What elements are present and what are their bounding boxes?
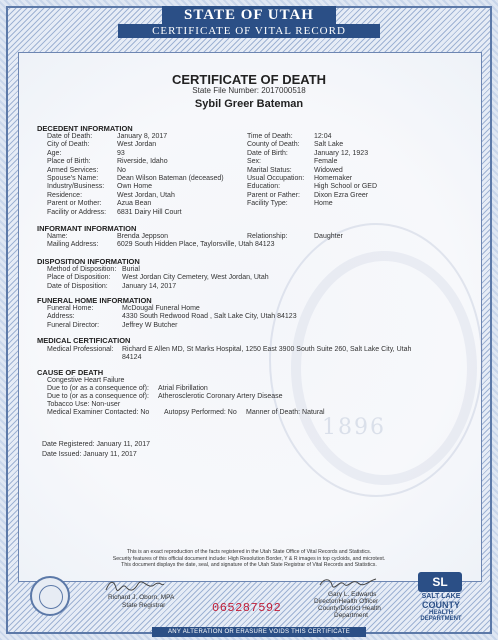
decedent-field-label: Armed Services: — [47, 166, 99, 174]
alteration-warning: ANY ALTERATION OR ERASURE VOIDS THIS CERTIFICATE — [152, 627, 366, 637]
mailing-address-label: Mailing Address: — [47, 241, 99, 248]
decedent-field-value: West Jordan, Utah — [117, 191, 175, 199]
decedent-field-value: Dean Wilson Bateman (deceased) — [117, 175, 224, 182]
decedent-field-label: Marital Status: — [247, 166, 292, 174]
decedent-field-value: January 8, 2017 — [117, 133, 168, 140]
reproduction-note — [60, 549, 438, 569]
medical-professional-label: Medical Professional: — [47, 346, 114, 353]
cause-due-to-1-label: Due to (or as a consequence of): — [47, 385, 149, 392]
state-seal-icon — [30, 576, 70, 616]
funeral-field-label: Funeral Director: — [47, 321, 100, 329]
relationship-label: Relationship: — [247, 233, 288, 240]
decedent-field-value: Widowed — [314, 166, 343, 174]
decedent-field-label: Place of Birth: — [47, 158, 91, 166]
funeral-field-label: Address: — [47, 313, 75, 321]
cause-heading: CAUSE OF DEATH — [37, 368, 104, 377]
tobacco-use: Tobacco Use: Non-user — [47, 401, 121, 408]
decedent-field-label: Usual Occupation: — [247, 175, 305, 182]
decedent-field-label: Parent or Mother: — [47, 200, 102, 208]
signature-scrawl-left — [104, 578, 166, 594]
decedent-field-label: Parent or Father: — [247, 191, 300, 199]
disposition-field-value: January 14, 2017 — [122, 282, 177, 290]
decedent-field-label: County of Death: — [247, 141, 300, 149]
autopsy-performed: Autopsy Performed: No — [164, 409, 237, 416]
decedent-field-value: Home — [314, 200, 333, 208]
watermark-seal-inner — [291, 251, 477, 485]
state-file-number: State File Number: 2017000518 — [192, 86, 306, 95]
date-registered: Date Registered: January 11, 2017 — [42, 441, 151, 448]
certificate-type-banner: CERTIFICATE OF VITAL RECORD — [118, 24, 380, 38]
state-registrar-name: Richard J. Oborn, MPA — [108, 594, 175, 601]
slc-logo-mark: SL — [418, 572, 462, 592]
health-officer-title-1: Director/Health Officer — [314, 598, 379, 605]
decedent-field-value: No — [117, 166, 126, 174]
certificate-number: 065287592 — [212, 601, 282, 615]
medical-professional-zip: 84124 — [122, 354, 142, 361]
slc-logo-line2: COUNTY — [422, 600, 460, 610]
reproduction-note-line3: This document displays the date, seal, and signature of the Utah State Registrar of Vital Records and Statistics. — [121, 562, 377, 568]
mailing-address: 6029 South Hidden Place, Taylorsville, Utah 84123 — [117, 241, 275, 248]
medical-professional-value: Richard E Allen MD, St Marks Hospital, 1250 East 3900 South Suite 260, Salt Lake City, Utah — [122, 346, 412, 353]
state-registrar-title: State Registrar — [122, 602, 166, 609]
informant-name-label: Name: — [47, 233, 68, 240]
decedent-field-label: Age: — [47, 149, 62, 157]
health-officer-name: Gary L. Edwards — [328, 591, 377, 598]
slc-logo-line3: HEALTH — [429, 610, 453, 616]
funeral-field-value: 4330 South Redwood Road , Salt Lake City, Utah 84123 — [122, 313, 297, 321]
decedent-field-label: Facility Type: — [247, 200, 288, 208]
disposition-field-label: Place of Disposition: — [47, 274, 111, 282]
relationship-value: Daughter — [314, 233, 343, 240]
decedent-field-value: January 12, 1923 — [314, 149, 369, 157]
decedent-name: Sybil Greer Bateman — [194, 98, 304, 110]
decedent-field-value: Riverside, Idaho — [117, 158, 168, 166]
disposition-field-value: Burial — [122, 266, 140, 273]
funeral-field-label: Funeral Home: — [47, 305, 94, 312]
decedent-field-value: Homemaker — [314, 175, 353, 182]
decedent-field-label: Date of Death: — [47, 133, 93, 140]
decedent-field-value: Azua Bean — [117, 200, 152, 208]
decedent-field-value: 6831 Dairy Hill Court — [117, 208, 182, 216]
decedent-field-value: Female — [314, 158, 338, 166]
reproduction-note-line2: Security features of this official document include: High Resolution Border, Y & R images in top cycloids, and microtext. — [112, 555, 386, 562]
page-title: CERTIFICATE OF DEATH — [171, 72, 327, 87]
manner-of-death: Manner of Death: Natural — [246, 409, 325, 416]
decedent-field-value: Salt Lake — [314, 141, 344, 149]
decedent-field-label: Education: — [247, 183, 281, 191]
disposition-field-value: West Jordan City Cemetery, West Jordan, Utah — [122, 274, 269, 282]
health-officer-title-2: County/District Health — [318, 605, 381, 612]
cause-due-to-2-label: Due to (or as a consequence of): — [47, 393, 149, 400]
informant-heading: INFORMANT INFORMATION — [37, 224, 137, 233]
cause-due-to-2-value: Atherosclerotic Coronary Artery Disease — [158, 393, 283, 400]
decedent-field-value: 93 — [117, 149, 125, 157]
signature-scrawl-right — [318, 575, 378, 591]
state-banner: STATE OF UTAH — [162, 6, 336, 24]
informant-name: Brenda Jeppson — [117, 233, 168, 240]
funeral-field-value: Jeffrey W Butcher — [122, 321, 178, 329]
decedent-field-label: Date of Birth: — [247, 149, 288, 157]
decedent-field-label: Residence: — [47, 191, 83, 199]
reproduction-note-line1: This is an exact reproduction of the facts registered in the Utah State Office of Vital Records and Statistics. — [126, 549, 372, 555]
cause-immediate: Congestive Heart Failure — [47, 377, 125, 384]
decedent-field-label: Spouse's Name: — [47, 175, 99, 182]
decedent-field-label: Industry/Business: — [47, 183, 105, 191]
decedent-field-value: Own Home — [117, 183, 153, 191]
funeral-heading: FUNERAL HOME INFORMATION — [37, 296, 152, 305]
decedent-field-label: City of Death: — [47, 141, 90, 149]
decedent-field-value: West Jordan — [117, 141, 157, 149]
slc-logo-line4: DEPARTMENT — [420, 616, 462, 622]
watermark-seal-year: 1896 — [322, 415, 386, 440]
salt-lake-county-logo — [408, 572, 474, 624]
disposition-field-label: Method of Disposition: — [47, 266, 117, 273]
decedent-field-label: Time of Death: — [247, 133, 293, 140]
medical-heading: MEDICAL CERTIFICATION — [37, 336, 131, 345]
funeral-field-value: McDougal Funeral Home — [122, 305, 200, 312]
decedent-field-value: 12:04 — [314, 133, 332, 140]
health-officer-title-3: Department — [334, 612, 368, 619]
medical-examiner-contacted: Medical Examiner Contacted: No — [47, 409, 150, 416]
decedent-field-value: High School or GED — [314, 183, 378, 191]
decedent-field-value: Dixon Ezra Greer — [314, 191, 369, 199]
slc-logo-line1: SALT LAKE — [421, 593, 461, 600]
disposition-heading: DISPOSITION INFORMATION — [37, 257, 140, 266]
decedent-heading: DECEDENT INFORMATION — [37, 124, 133, 133]
decedent-field-label: Sex: — [247, 158, 262, 166]
decedent-field-label: Facility or Address: — [47, 208, 107, 216]
disposition-field-label: Date of Disposition: — [47, 282, 108, 290]
cause-due-to-1-value: Atrial Fibrillation — [158, 385, 208, 392]
date-issued: Date Issued: January 11, 2017 — [42, 451, 137, 458]
